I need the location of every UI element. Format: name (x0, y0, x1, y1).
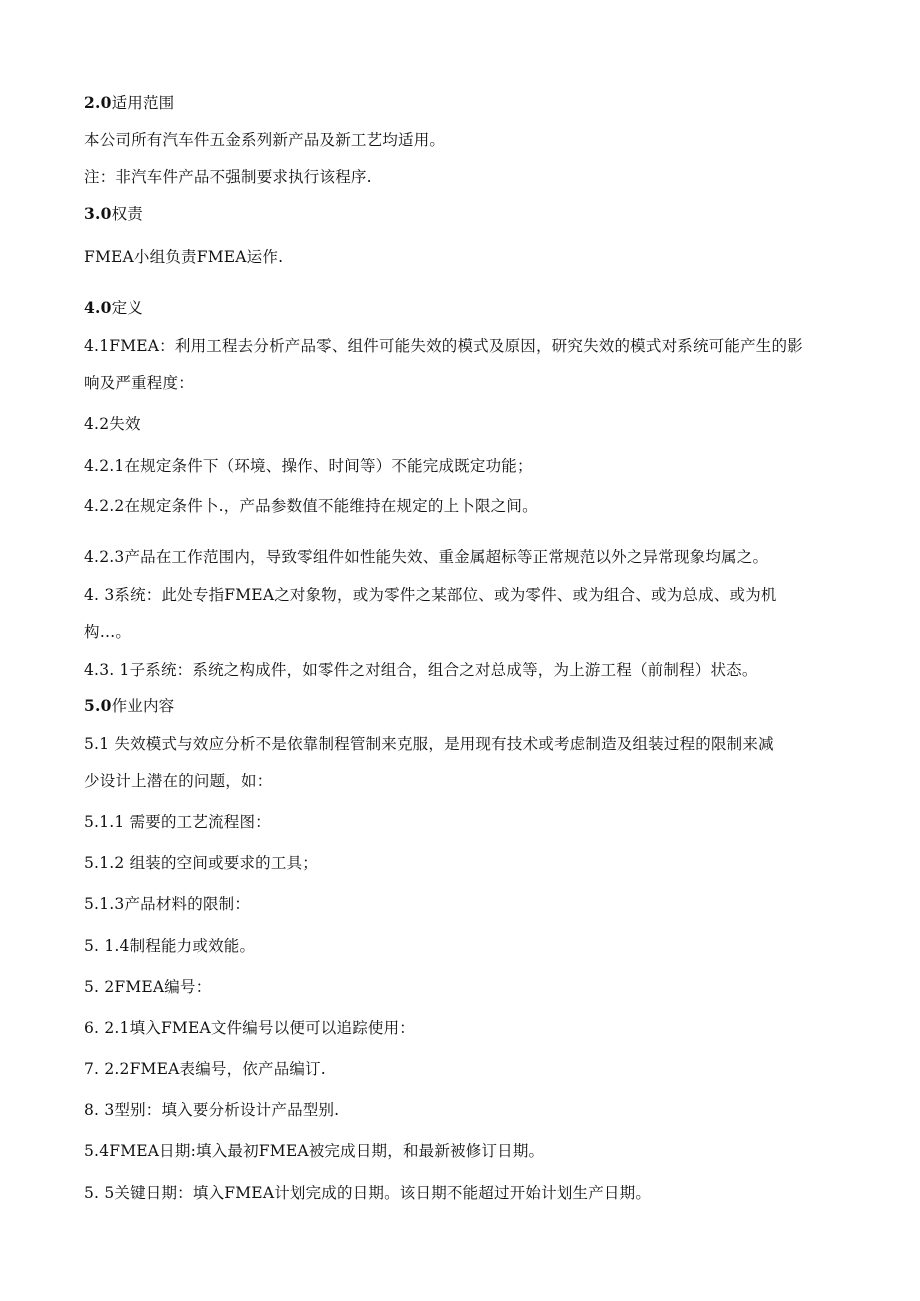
line-text: 4. 3系统：此处专指FMEA之对象物，或为零件之某部位、或为零件、或为组合、或为总成、或为机 (84, 586, 777, 604)
line-text: 少设计上潜在的问题，如： (84, 772, 273, 790)
line-text: 4.2失效 (84, 415, 141, 433)
line-text: 本公司所有汽车件五金系列新产品及新工艺均适用。 (84, 131, 446, 149)
paragraph-line (84, 976, 844, 998)
paragraph-line (84, 455, 844, 477)
line-text: 5.4FMEA日期:填入最初FMEA被完成日期，和最新被修订日期。 (84, 1142, 545, 1160)
section-heading-responsibility (84, 203, 844, 225)
paragraph-line (84, 335, 844, 357)
paragraph-line (84, 129, 844, 151)
paragraph-line (84, 1017, 844, 1039)
line-text: 6. 2.1填入FMEA文件编号以便可以追踪使用： (84, 1019, 416, 1037)
paragraph-line (84, 893, 844, 915)
section-title: 定义 (111, 299, 143, 317)
section-number: 3.0 (84, 204, 112, 223)
line-text: 7. 2.2FMEA表编号，依产品编订. (84, 1060, 326, 1078)
paragraph-line (84, 1140, 844, 1162)
section-heading-definition (84, 297, 844, 319)
section-number: 2.0 (84, 93, 112, 112)
line-text: 响及严重程度： (84, 374, 194, 392)
line-text: 5.1.1 需要的工艺流程图： (84, 813, 271, 831)
line-text: 4.2.2在规定条件卜.，产品参数值不能维持在规定的上卜限之间。 (84, 497, 538, 515)
line-text: 4.2.3产品在工作范围内，导致零组件如性能失效、重金属超标等正常规范以外之异常现象均属之。 (84, 548, 769, 566)
paragraph-line (84, 584, 844, 606)
section-heading-work-content (84, 695, 844, 717)
paragraph-line (84, 770, 844, 792)
section-number: 4.0 (84, 298, 112, 317)
section-number: 5.0 (84, 696, 112, 715)
line-text: 5. 5关键日期：填入FMEA计划完成的日期。该日期不能超过开始计划生产日期。 (84, 1184, 652, 1202)
line-text: 5. 1.4制程能力或效能。 (84, 937, 256, 955)
line-text: 4.2.1在规定条件下（环境、操作、时间等）不能完成既定功能； (84, 457, 533, 475)
paragraph-line (84, 246, 844, 268)
paragraph-line (84, 811, 844, 833)
paragraph-line (84, 621, 844, 643)
paragraph-line (84, 1182, 844, 1204)
paragraph-line (84, 372, 844, 394)
line-text: 4.1FMEA：利用工程去分析产品零、组件可能失效的模式及原因，研究失效的模式对系统可能产生的影 (84, 337, 803, 355)
paragraph-line (84, 1058, 844, 1080)
paragraph-line (84, 935, 844, 957)
paragraph-line (84, 166, 844, 188)
paragraph-line (84, 546, 844, 568)
section-heading-scope (84, 92, 844, 114)
line-text: 5.1.2 组装的空间或要求的工具； (84, 854, 318, 872)
line-text: 注：非汽车件产品不强制要求执行该程序. (84, 168, 372, 186)
line-text: 5. 2FMEA编号： (84, 978, 212, 996)
line-text: 4.3. 1子系统：系统之构成件，如零件之对组合，组合之对总成等，为上游工程（前制程）状态。 (84, 661, 758, 679)
line-text: 构…。 (84, 623, 132, 641)
line-text: 8. 3型别：填入要分析设计产品型别. (84, 1101, 340, 1119)
line-text: 5.1 失效模式与效应分析不是依靠制程管制来克服，是用现有技术或考虑制造及组装过程的限制来减 (84, 735, 774, 753)
section-title: 适用范围 (111, 94, 175, 112)
section-title: 作业内容 (111, 697, 175, 715)
paragraph-line (84, 659, 844, 681)
paragraph-line (84, 852, 844, 874)
paragraph-line (84, 1099, 844, 1121)
section-title: 权责 (111, 205, 143, 223)
paragraph-line (84, 733, 844, 755)
line-text: 5.1.3产品材料的限制： (84, 895, 251, 913)
paragraph-line (84, 495, 844, 517)
line-text: FMEA小组负责FMEA运作. (84, 248, 284, 266)
paragraph-line (84, 413, 844, 435)
